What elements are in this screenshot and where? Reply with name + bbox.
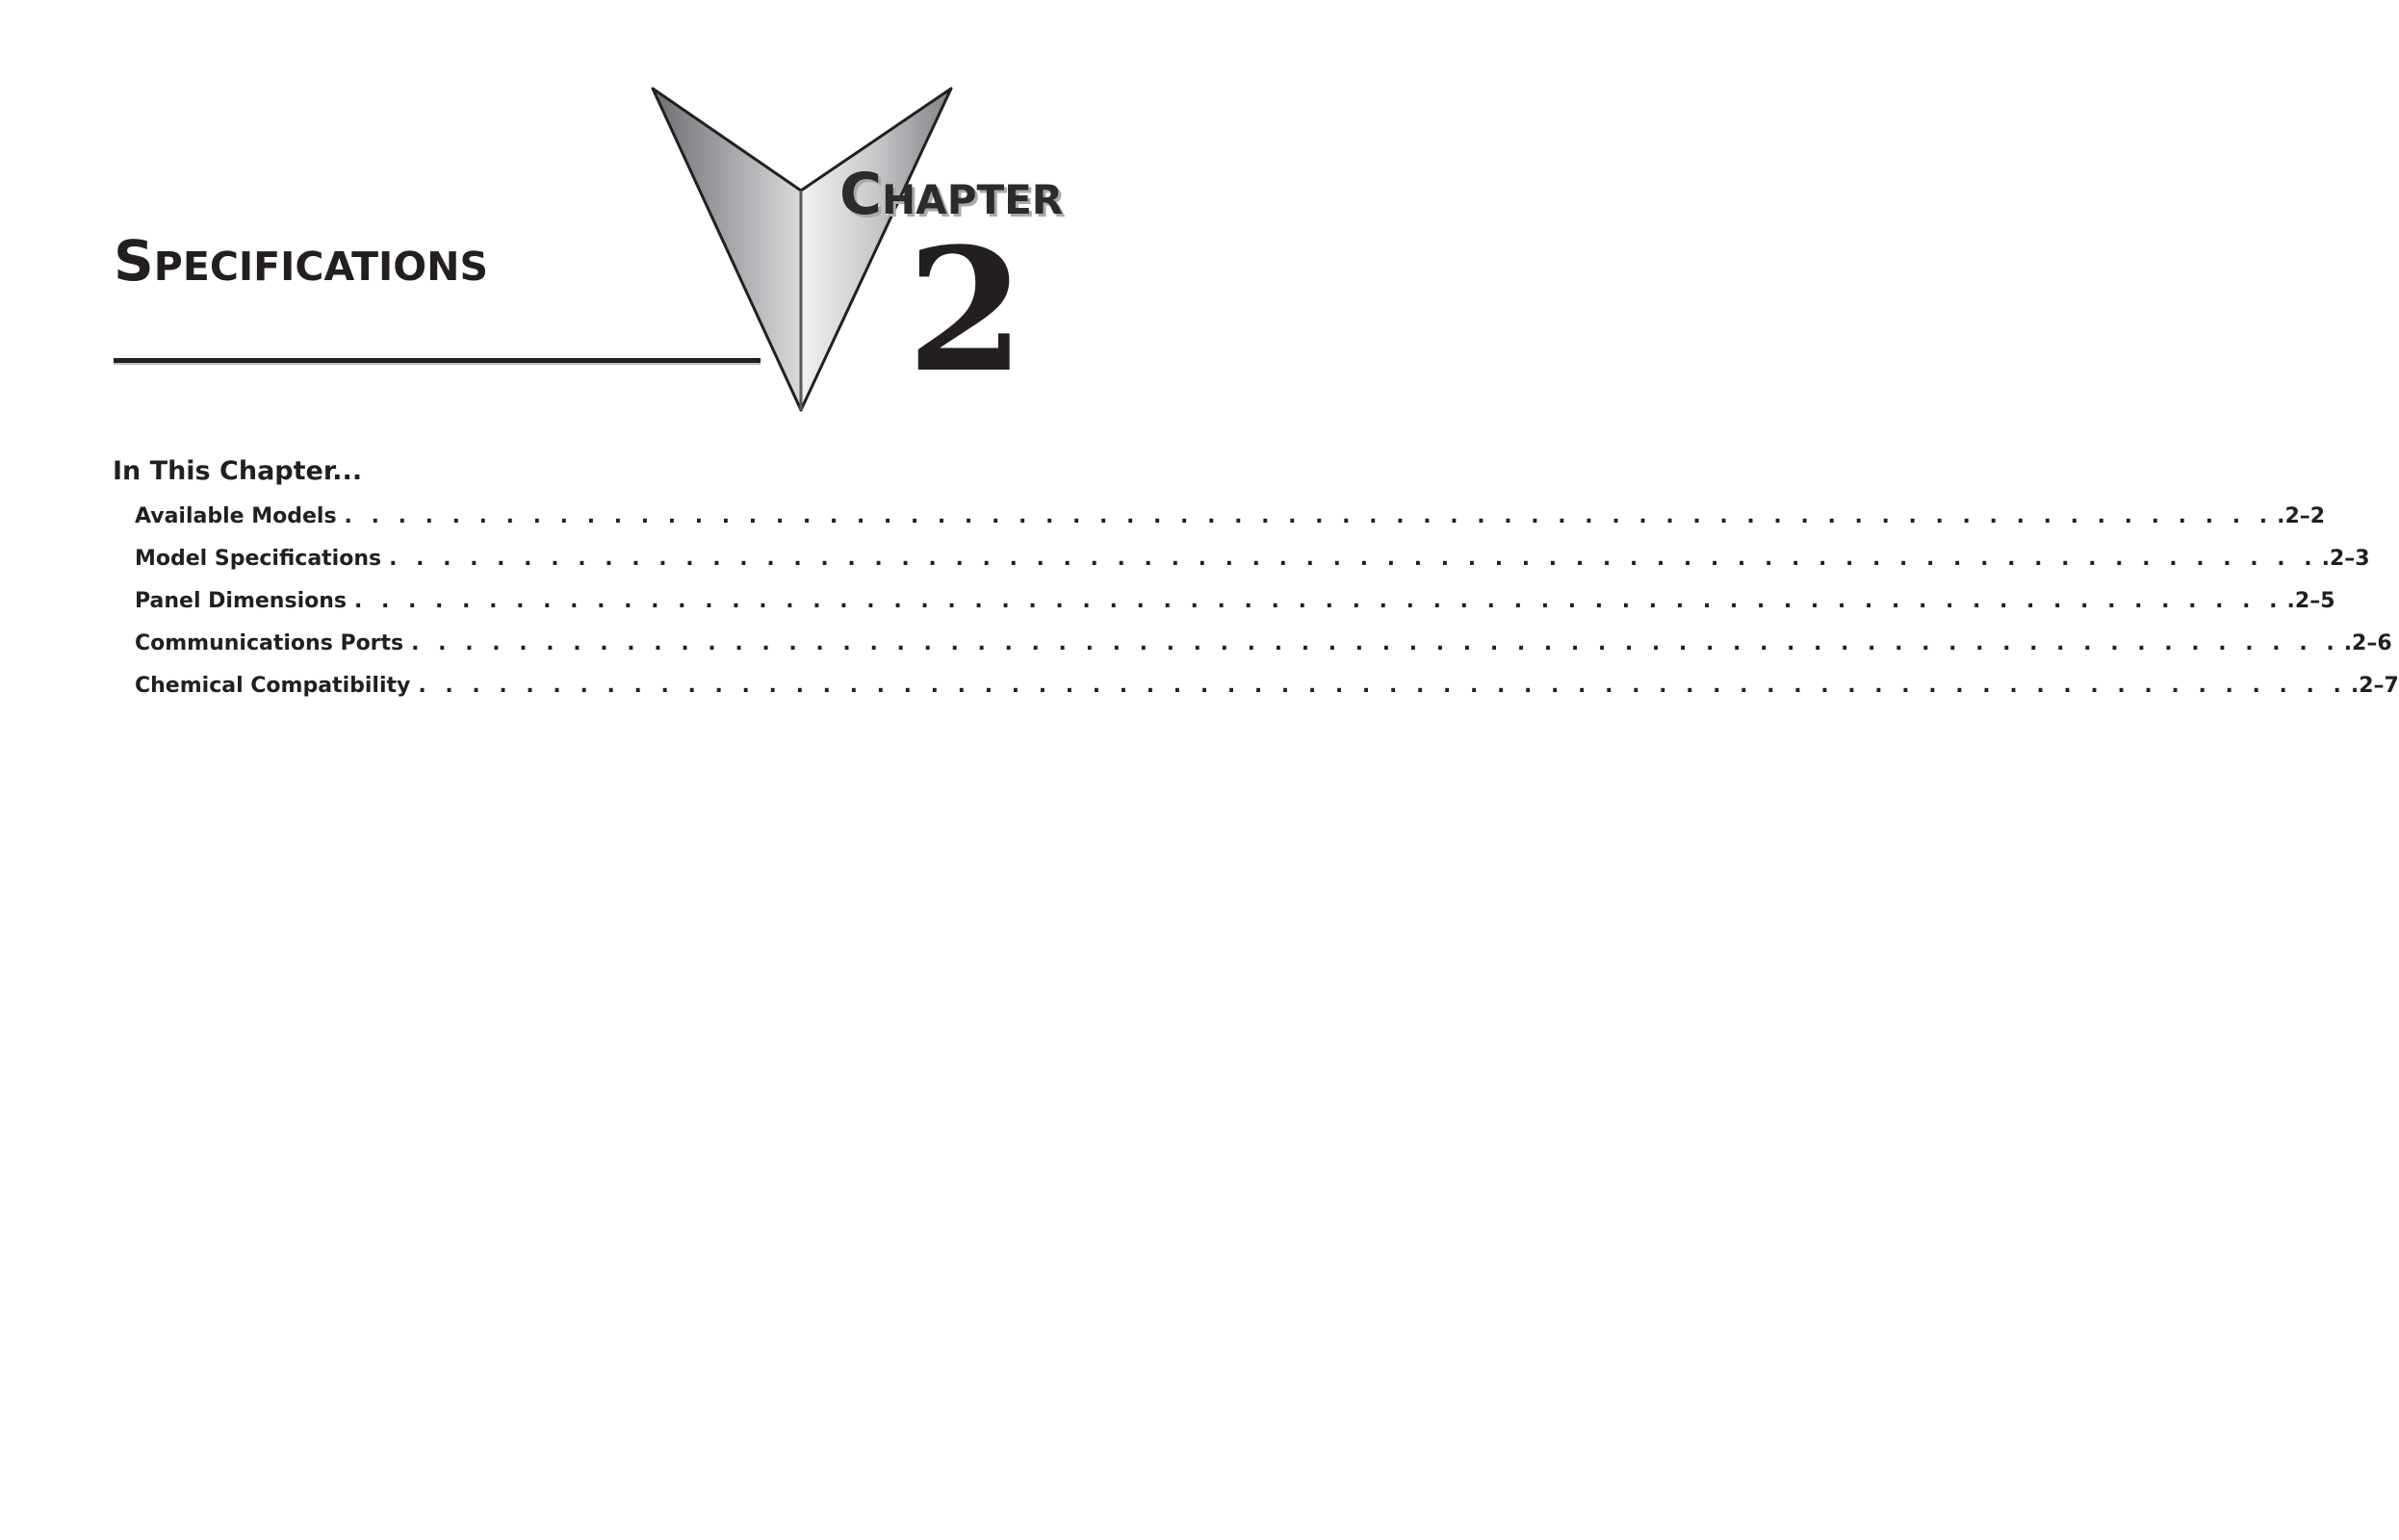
toc-list — [135, 500, 2399, 711]
chapter-label: Chapter — [839, 161, 1064, 228]
page-title: Specifications — [114, 228, 488, 294]
toc-heading: In This Chapter... — [113, 456, 363, 486]
toc-entry-page: .2–2 — [2277, 504, 2326, 528]
toc-entry-model-specifications[interactable] — [135, 542, 2370, 584]
toc-entry-page: .2–3 — [2321, 547, 2370, 571]
toc-dot-leader: . . . . . . . . . . . . . . . . . . . . . . . . . . . . . . . . . . . . . . . . . . . . . . . . . . . . . . . . . . . . . . . . . . . . . . . . — [418, 674, 2347, 698]
toc-entry-label: Chemical Compatibility — [135, 674, 411, 698]
toc-entry-communications-ports[interactable] — [135, 627, 2392, 669]
toc-entry-page: .2–7 — [2350, 674, 2399, 698]
toc-dot-leader: . . . . . . . . . . . . . . . . . . . . . . . . . . . . . . . . . . . . . . . . . . . . . . . . . . . . . . . . . . . . . . . . . . . . . . . . — [389, 547, 2318, 571]
toc-entry-label: Panel Dimensions — [135, 589, 347, 613]
toc-entry-panel-dimensions[interactable] — [135, 584, 2335, 627]
toc-entry-label: Model Specifications — [135, 547, 382, 571]
toc-entry-label: Available Models — [135, 504, 337, 528]
toc-dot-leader: . . . . . . . . . . . . . . . . . . . . . . . . . . . . . . . . . . . . . . . . . . . . . . . . . . . . . . . . . . . . . . . . . . . . . . . . — [353, 589, 2283, 613]
toc-dot-leader: . . . . . . . . . . . . . . . . . . . . . . . . . . . . . . . . . . . . . . . . . . . . . . . . . . . . . . . . . . . . . . . . . . . . . . . . — [411, 631, 2340, 655]
toc-entry-page: .2–6 — [2343, 631, 2392, 655]
toc-entry-available-models[interactable] — [135, 500, 2326, 542]
chapter-number: 2 — [907, 211, 1025, 410]
toc-dot-leader: . . . . . . . . . . . . . . . . . . . . . . . . . . . . . . . . . . . . . . . . . . . . . . . . . . . . . . . . . . . . . . . . . . . . . . . . — [344, 504, 2274, 528]
toc-entry-label: Communications Ports — [135, 631, 404, 655]
toc-entry-chemical-compatibility[interactable] — [135, 669, 2399, 711]
toc-entry-page: .2–5 — [2286, 589, 2335, 613]
